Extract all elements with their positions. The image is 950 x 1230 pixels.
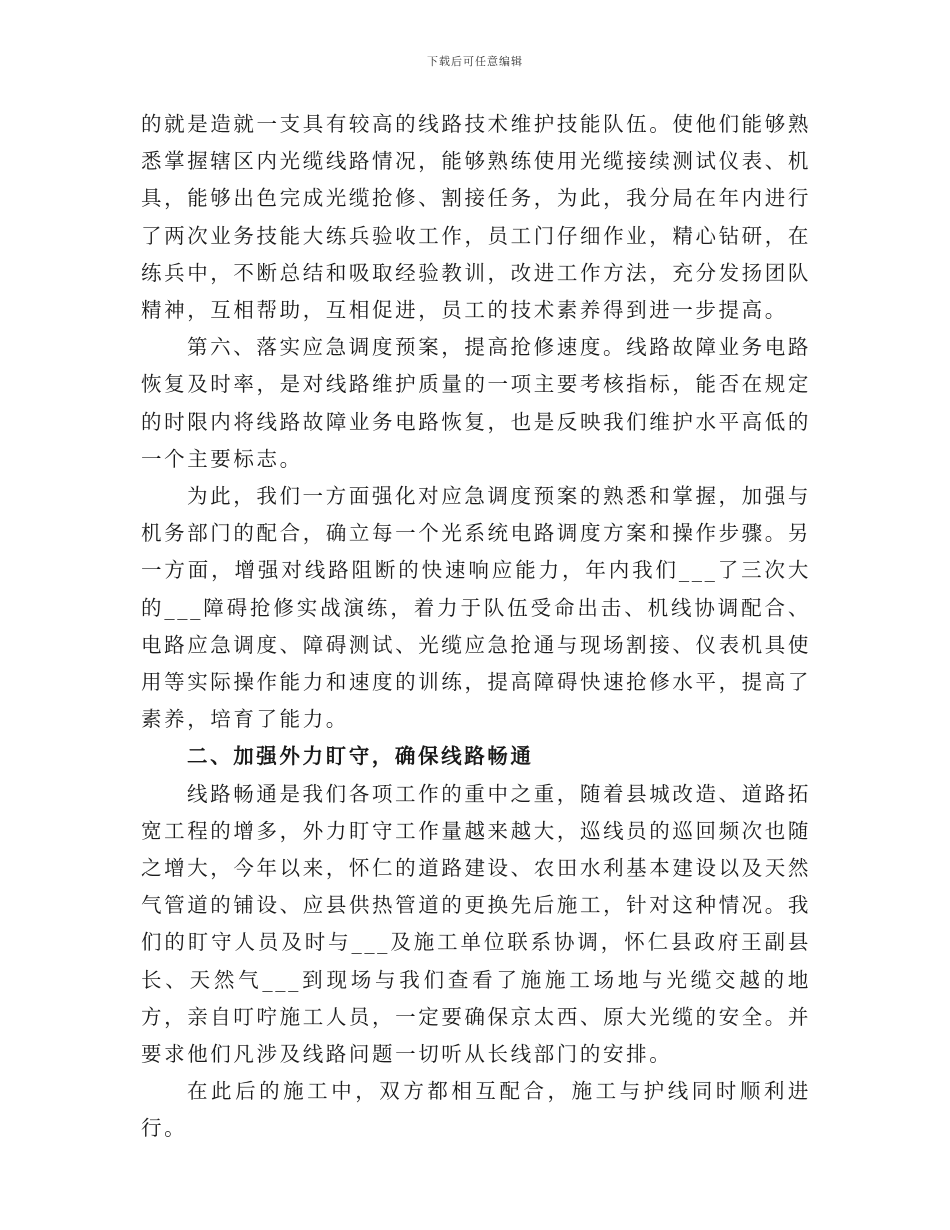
paragraph-cooperation: 在此后的施工中，双方都相互配合，施工与护线同时顺利进行。 — [141, 1079, 811, 1141]
paragraph-item-six: 第六、落实应急调度预案，提高抢修速度。线路故障业务电路恢复及时率，是对线路维护质量的一项主要考核指标，能否在规定的时限内将线路故障业务电路恢复，也是反映我们维护水平高低的一个主要标志。 — [141, 335, 811, 471]
document-body — [141, 106, 811, 1148]
section-heading: 二、加强外力盯守，确保线路畅通 — [187, 744, 534, 769]
paragraph-emergency-plan: 为此，我们一方面强化对应急调度预案的熟悉和掌握，加强与机务部门的配合，确立每一个光系统电路调度方案和操作步骤。另一方面，增强对线路阻断的快速响应能力，年内我们___了三次大的___障碍抢修实战演练，着力于队伍受命出击、机线协调配合、电路应急调度、障碍测试、光缆应急抢通与现场割接、仪表机具使用等实际操作能力和速度的训练，提高障碍快速抢修水平，提高了素养，培育了能力。 — [141, 484, 811, 732]
paragraph-line-clearance: 线路畅通是我们各项工作的重中之重，随着县城改造、道路拓宽工程的增多，外力盯守工作量越来越大，巡线员的巡回频次也随之增大，今年以来，怀仁的道路建设、农田水利基本建设以及天然气管道的铺设、应县供热管道的更换先后施工，针对这种情况。我们的盯守人员及时与___及施工单位联系协调，怀仁县政府王副县长、天然气___到现场与我们查看了施施工场地与光缆交越的地方，亲自叮咛施工人员，一定要确保京太西、原大光缆的安全。并要求他们凡涉及线路问题一切听从长线部门的安排。 — [141, 781, 811, 1067]
paragraph-continued: 的就是造就一支具有较高的线路技术维护技能队伍。使他们能够熟悉掌握辖区内光缆线路情况，能够熟练使用光缆接续测试仪表、机具，能够出色完成光缆抢修、割接任务，为此，我分局在年内进行了两次业务技能大练兵验收工作，员工门仔细作业，精心钻研，在练兵中，不断总结和吸取经验教训，改进工作方法，充分发扬团队精神，互相帮助，互相促进，员工的技术素养得到进一步提高。 — [141, 112, 811, 323]
page-header: 下载后可任意编辑 — [427, 55, 523, 68]
